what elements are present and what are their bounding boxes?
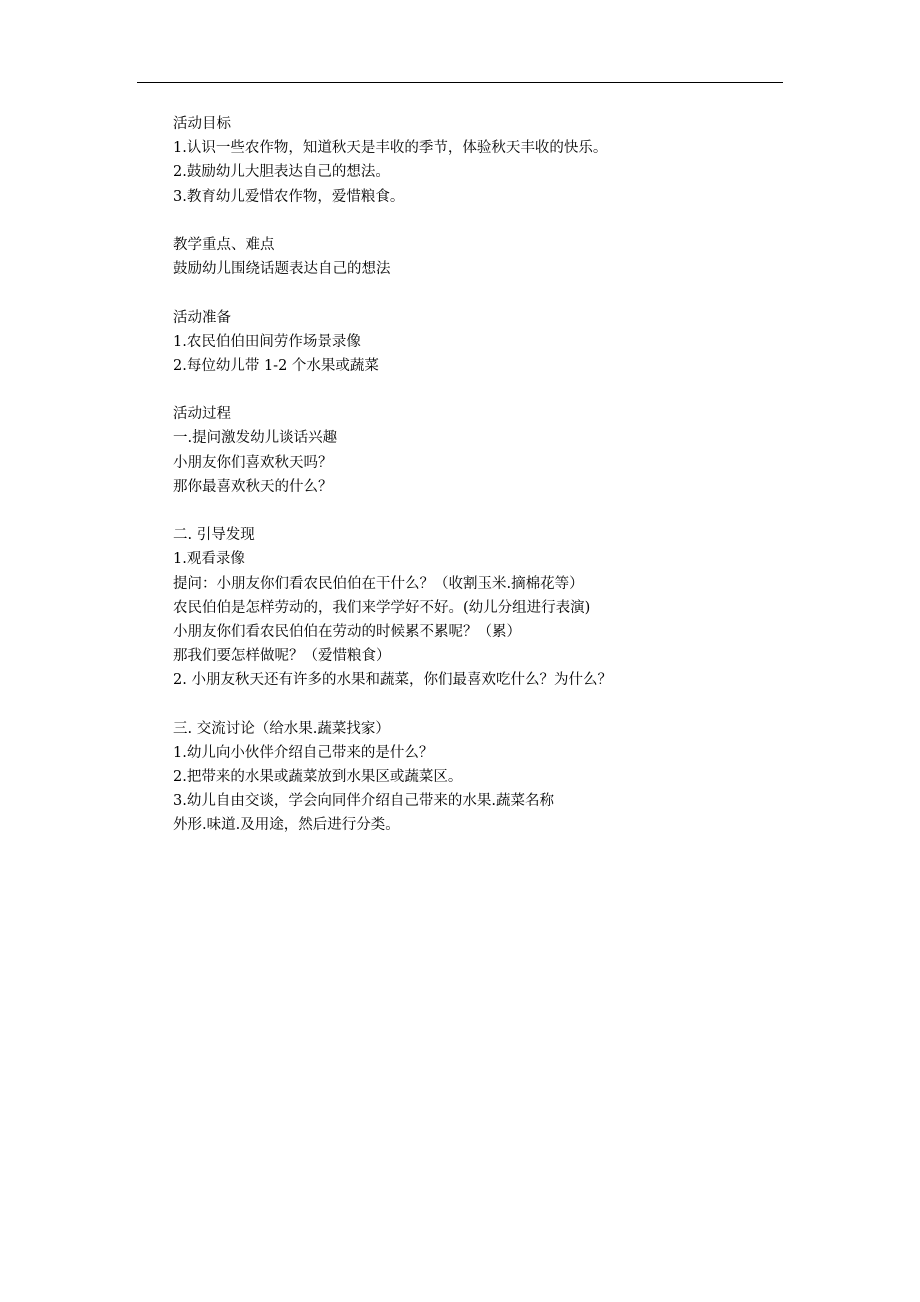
- spacer: [173, 499, 793, 523]
- paragraph-line: 小朋友你们看农民伯伯在劳动的时候累不累呢？（累）: [173, 623, 521, 640]
- spacer: [173, 209, 793, 233]
- section-preparation: [173, 306, 793, 379]
- section-goals: [173, 112, 793, 209]
- paragraph-line: 1.认识一些农作物，知道秋天是丰收的季节，体验秋天丰收的快乐。: [173, 140, 608, 157]
- paragraph-line: 鼓励幼儿围绕话题表达自己的想法: [173, 261, 391, 278]
- paragraph-line: 2.鼓励幼儿大胆表达自己的想法。: [173, 164, 390, 181]
- section-heading: 教学重点、难点: [173, 236, 275, 253]
- paragraph-line: 小朋友你们喜欢秋天吗？: [173, 454, 333, 471]
- section-heading: 活动过程: [173, 406, 231, 423]
- paragraph-line: 1.幼儿向小伙伴介绍自己带来的是什么？: [173, 744, 434, 761]
- paragraph-line: 1.观看录像: [173, 551, 245, 568]
- paragraph-line: 农民伯伯是怎样劳动的，我们来学学好不好。(幼儿分组进行表演): [173, 599, 591, 616]
- header-rule: [137, 82, 783, 83]
- section-discussion: [173, 717, 793, 838]
- spacer: [173, 693, 793, 717]
- section-key-points: [173, 233, 793, 281]
- paragraph-line: 一.提问激发幼儿谈话兴趣: [173, 430, 338, 447]
- spacer: [173, 378, 793, 402]
- section-process: [173, 402, 793, 499]
- section-heading: 二. 引导发现: [173, 527, 255, 544]
- paragraph-line: 3.幼儿自由交谈，学会向同伴介绍自己带来的水果.蔬菜名称: [173, 793, 554, 810]
- paragraph-line: 2.每位幼儿带 1-2 个水果或蔬菜: [173, 357, 379, 374]
- section-guided-discovery: [173, 523, 793, 692]
- spacer: [173, 281, 793, 305]
- paragraph-line: 那你最喜欢秋天的什么？: [173, 478, 333, 495]
- paragraph-line: 3.教育幼儿爱惜农作物，爱惜粮食。: [173, 188, 405, 205]
- paragraph-line: 外形.味道.及用途，然后进行分类。: [173, 817, 400, 834]
- section-heading: 三. 交流讨论（给水果.蔬菜找家）: [173, 720, 390, 737]
- paragraph-line: 2. 小朋友秋天还有许多的水果和蔬菜，你们最喜欢吃什么？为什么？: [173, 672, 612, 689]
- paragraph-line: 2.把带来的水果或蔬菜放到水果区或蔬菜区。: [173, 769, 463, 786]
- paragraph-line: 提问：小朋友你们看农民伯伯在干什么？（收割玉米.摘棉花等）: [173, 575, 584, 592]
- paragraph-line: 1.农民伯伯田间劳作场景录像: [173, 333, 361, 350]
- paragraph-line: 那我们要怎样做呢？（爱惜粮食）: [173, 648, 391, 665]
- document-body: [173, 112, 793, 838]
- section-heading: 活动目标: [173, 116, 231, 132]
- section-heading: 活动准备: [173, 309, 231, 326]
